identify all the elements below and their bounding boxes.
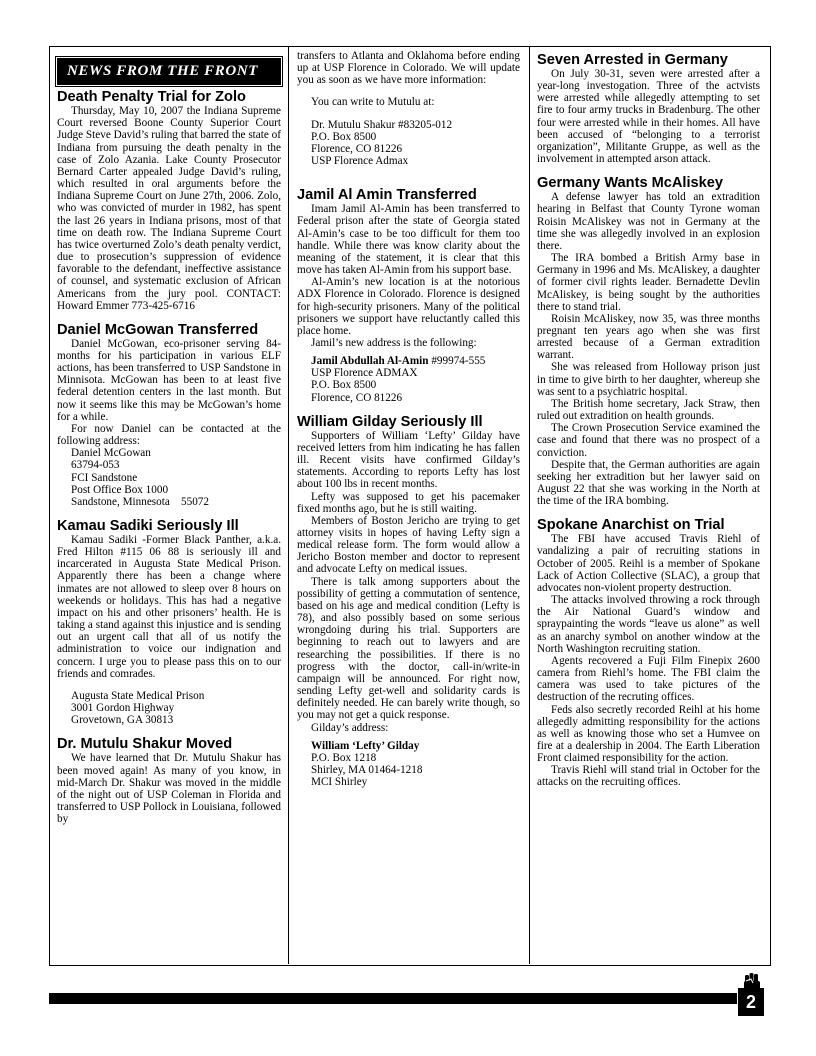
article-body: For now Daniel can be contacted at the following address: [57, 422, 281, 448]
article-body: The attacks involved throwing a rock through the Air National Guard’s window and spraypainting the words “leave us alone” as well as an anarchy symbol on another window at the North Washington recruiting station. [537, 594, 760, 655]
article-body: Thursday, May 10, 2007 the Indiana Supreme Court reversed Boone County Superior Court Judge Steve David’s ruling that barred the state of Indiana from pursuing the death penalty in the case of Zolo Azania. Lake County Prosecutor Bernard Carter appealed Judge David’s ruling, which resulted in oral arguments before the Indiana Supreme Court on June 27th, 2006. Zolo, who was convicted of murder in 1982, has spent the last 26 years in Indiana prisons, most of that time on death row. The Indiana Supreme Court has twice overturned Zolo’s death penalty verdict, due to prosecution’s suppression of evidence favorable to the defendant, ineffective assistance of counsel, and systematic exclusion of African Americans from the jury pool. CONTACT: Howard Emmer 773-425-6716 [57, 105, 281, 312]
address-line: Florence, CO 81226 [311, 391, 403, 404]
headline-spokane: Spokane Anarchist on Trial [537, 517, 725, 534]
article-body: The Crown Prosecution Service examined the case and found that there was no prospect of a conviction. [537, 422, 760, 459]
article-body: Jamil’s new address is the following: [311, 336, 477, 349]
article-body: We have learned that Dr. Mutulu Shakur has been moved again! As many of you know, in mid-March Dr. Shakur was moved in the middle of the night out of USP Coleman in Florida and transferred to USP Pollock in Louisiana, followed by [57, 752, 281, 826]
article-body: She was released from Holloway prison just in time to give birth to her daughter, whereup she was sent to a psychiatric hospital. [537, 361, 760, 398]
page-number-block [738, 972, 768, 1018]
address-line: Daniel McGowan [71, 447, 151, 460]
article-body: The FBI have accused Travis Riehl of vandalizing a pair of recruiting stations in October of 2005. Reihl is a member of Spokane Lack of Action Collective (SLAC), a group that advocates non-violent property destruction. [537, 533, 760, 594]
article-body: On July 30-31, seven were arrested after a year-long investogation. Three of the actvists were arrested while allegedly attempting to set fire to four army trucks in Bradenburg. The other four were arrested while in their homes. All have been accused of “belonging to a terrorist organization”, Militante Gruppe, as well as the involvement in attempted arson attack. [537, 68, 760, 166]
headline-mutulu: Dr. Mutulu Shakur Moved [57, 736, 233, 753]
address-line: Florence, CO 81226 [311, 142, 403, 155]
address-line: P.O. Box 8500 [311, 130, 377, 143]
article-body: Travis Riehl will stand trial in October for the attacks on the recruiting offices. [537, 764, 760, 789]
address-line: Augusta State Medical Prison [71, 689, 205, 702]
headline-germany: Seven Arrested in Germany [537, 52, 728, 68]
article-body: Al-Amin’s new location is at the notorious ADX Florence in Colorado. Florence is designed for high-security prisoners. Many of the political prisoners we support have reluctantly called this place home. [297, 276, 520, 337]
article-body: transfers to Atlanta and Oklahoma before ending up at USP Florence in Colorado. We will update you as soon as we have more information: [297, 50, 520, 87]
address-line: P.O. Box 8500 [311, 379, 377, 392]
article-body: Daniel McGowan, eco-prisoner serving 84-months for his participation in various ELF actions, has been transferred to USP Sandstone in Minnisota. McGowan has been to at least five federal detention centers in the last month. But now it seems like this may be McGowan’s home for a while. [57, 337, 281, 423]
column-3 [537, 50, 760, 789]
address-line: Shirley, MA 01464-1218 [311, 763, 423, 776]
address-name: Jamil Abdullah Al-Amin [311, 355, 429, 368]
column-divider [529, 46, 530, 964]
address-line: USP Florence Admax [311, 155, 409, 168]
address-line: 63794-053 [71, 459, 120, 472]
address-line: FCI Sandstone [71, 471, 138, 484]
headline-kamau: Kamau Sadiki Seriously Ill [57, 518, 239, 534]
address-number: #99974-555 [428, 355, 486, 368]
page-number: 2 [738, 988, 764, 1016]
headline-gilday: William Gilday Seriously Ill [297, 413, 483, 430]
headline-zolo: Death Penalty Trial for Zolo [57, 89, 246, 106]
article-body: Lefty was supposed to get his pacemaker fixed months ago, but he is still waiting. [297, 490, 520, 515]
address-line: USP Florence ADMAX [311, 367, 418, 380]
article-body: The British home secretary, Jack Straw, then ruled out extradition on health grounds. [537, 397, 760, 423]
address-line: Sandstone, Minnesota 55072 [71, 495, 209, 508]
article-body: Kamau Sadiki -Former Black Panther, a.k.a. Fred Hilton #115 06 88 is seriously ill and incarcerated in Augusta State Medical Prison. Apparently there has been a change where inmates are not allowed to sleep over 8 hours on weekends or holidays. This has had a negative impact on his and other prisoners’ health. He is taking a stand against this injustice and is sending out an urgent call that all of us notify the administration to voice our indignation and concern. I urge you to please pass this on to our friends and comrades. [57, 534, 281, 680]
article-body: A defense lawyer has told an extradition hearing in Belfast that County Tyrone woman Roisin McAliskey was not in Germany at the time she was allegedly involved in an explosion there. [537, 191, 760, 252]
article-body: Roisin McAliskey, now 35, was three months pregnant ten years ago when she was first arrested because of a German extradition warrant. [537, 312, 760, 362]
address-line: P.O. Box 1218 [311, 751, 377, 764]
address-line: MCI Shirley [311, 776, 368, 789]
article-body: Feds also secretly recorded Reihl at his home allegedly admitting responsibility for the actions as well as knowing those who set a Humvee on fire at a dealership in 2004. The Earth Liberation Front claimed responsibility for the action. [537, 703, 760, 765]
article-body: Imam Jamil Al-Amin has been transferred to Federal prison after the state of Georgia stated Al-Amin’s case to be too difficult for them too handle. While there was know clarity about the meaning of the statement, it is clear that this move has taken Al-Amin from his support base. [297, 203, 520, 277]
section-banner: NEWS FROM THE FRONT [57, 58, 281, 85]
address-name: William ‘Lefty’ Gilday [311, 739, 420, 752]
article-body: Gilday’s address: [311, 721, 389, 734]
article-body: Supporters of William ‘Lefty’ Gilday have received letters from him indicating he has fallen ill. Recent visits have confirmed Gilday’s statements. According to reports Lefty has lost about 100 lbs in recent months. [297, 429, 520, 491]
article-body: Despite that, the German authorities are again seeking her extradition but her lawyer said on August 22 that she was working in the North at the time of the IRA bombing. [537, 458, 760, 508]
column-1 [57, 50, 281, 825]
column-divider [288, 46, 289, 964]
article-body: Agents recovered a Fuji Film Finepix 2600 camera from Riehl’s home. The FBI claim the camera was used to take pictures of the destruction of the recruting offices. [537, 654, 760, 704]
headline-mcgowan: Daniel McGowan Transferred [57, 321, 259, 338]
article-body: You can write to Mutulu at: [311, 96, 435, 109]
address-line: Dr. Mutulu Shakur #83205-012 [311, 118, 453, 131]
address-line [297, 740, 520, 752]
address-line: Post Office Box 1000 [71, 483, 169, 496]
headline-jamil: Jamil Al Amin Transferred [297, 187, 477, 204]
column-2 [297, 50, 520, 788]
article-body: Members of Boston Jericho are trying to get attorney visits in hopes of having Lefty sign a medical release form. The form would allow a Jericho Boston member and doctor to represent and advocate Lefty on medical issues. [297, 514, 520, 576]
address-line: 3001 Gordon Highway [71, 702, 175, 715]
address-line: Grovetown, GA 30813 [71, 714, 174, 727]
address-line [297, 355, 520, 367]
footer-bar [49, 993, 737, 1004]
article-body: There is talk among supporters about the possibility of getting a commutation of sentence, based on his age and medical condition (Lefty is 78), and also possibly based on some serious wrongdoing during his trial. Supporters are beginning to reach out to lawyers and are researching the possibilities. If there is no progress with the doctor, call-in/write-in campaign will be announced. For right now, sending Lefty get-well and solidarity cards is definitely needed. He can barely write though, so you may not get a quick response. [297, 575, 520, 722]
article-body: The IRA bombed a British Army base in Germany in 1996 and Ms. McAliskey, a daughter of former civil rights leader. Bernadette Devlin McAliskey, is being sought by the authorities there to stand trial. [537, 252, 760, 313]
headline-mcaliskey: Germany Wants McAliskey [537, 175, 724, 192]
